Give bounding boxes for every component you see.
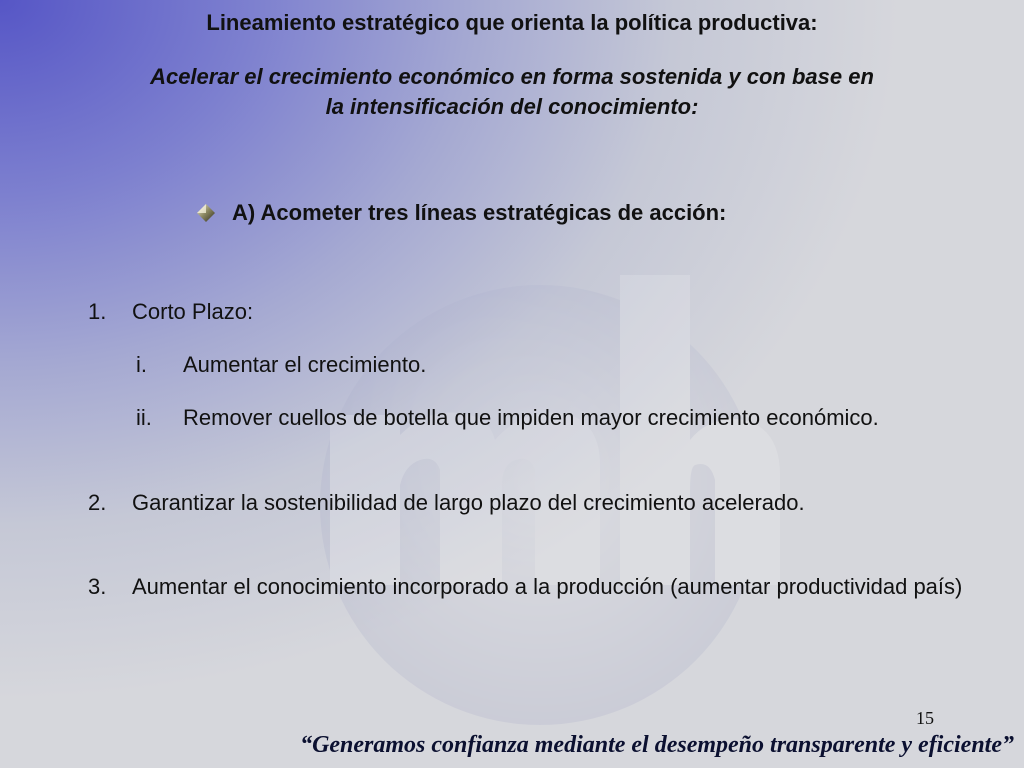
sublist-item-ii bbox=[136, 402, 982, 433]
section-bullet-text: A) Acometer tres líneas estratégicas de acción: bbox=[232, 200, 727, 225]
slide-subtitle bbox=[30, 62, 994, 122]
page-number: 15 bbox=[916, 708, 934, 728]
subtitle-line-1: Acelerar el crecimiento económico en forma sostenida y con base en bbox=[150, 64, 874, 89]
sublist-item-number: i. bbox=[136, 352, 147, 377]
footer-quote: “Generamos confianza mediante el desempeño transparente y eficiente” bbox=[300, 732, 1014, 758]
list-item-1 bbox=[88, 296, 982, 327]
list-item-number: 3. bbox=[88, 574, 107, 599]
list-item-text: Aumentar el conocimiento incorporado a la producción (aumentar productividad país) bbox=[132, 574, 963, 599]
subtitle-line-2: la intensificación del conocimiento: bbox=[325, 94, 699, 119]
list-item-2 bbox=[88, 487, 982, 518]
slide-title: Lineamiento estratégico que orienta la política productiva: bbox=[206, 10, 818, 35]
sublist-item-i bbox=[136, 349, 982, 380]
sublist-item-text: Aumentar el crecimiento. bbox=[183, 352, 427, 377]
diamond-bullet-icon bbox=[196, 203, 216, 223]
section-bullet bbox=[196, 198, 726, 228]
sublist-item-number: ii. bbox=[136, 405, 152, 430]
list-item-text: Garantizar la sostenibilidad de largo plazo del crecimiento acelerado. bbox=[132, 490, 805, 515]
list-item-number: 1. bbox=[88, 299, 107, 324]
sublist-item-text: Remover cuellos de botella que impiden mayor crecimiento económico. bbox=[183, 405, 879, 430]
list-item-text: Corto Plazo: bbox=[132, 299, 254, 324]
list-item-number: 2. bbox=[88, 490, 107, 515]
list-item-3 bbox=[88, 571, 982, 602]
